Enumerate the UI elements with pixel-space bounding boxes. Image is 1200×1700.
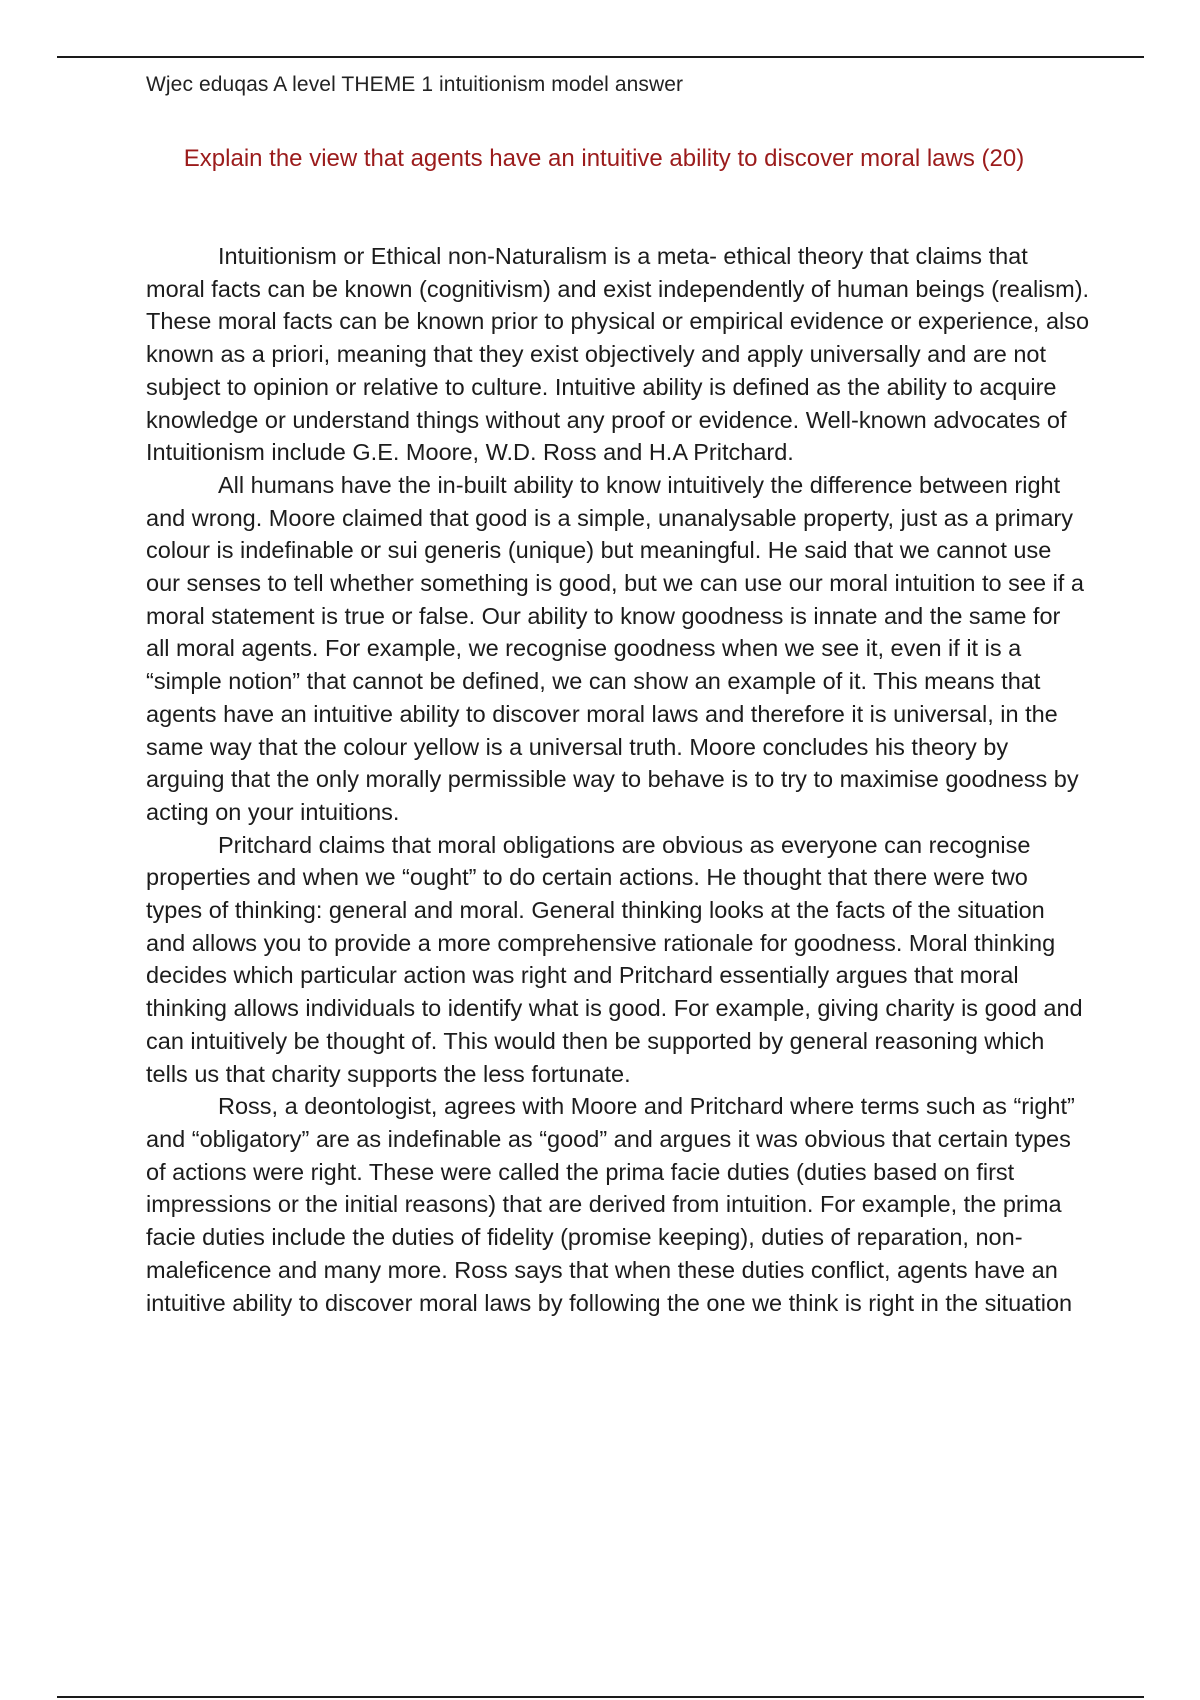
essay-body	[146, 240, 1090, 1319]
paragraph-intro: Intuitionism or Ethical non-Naturalism is a meta- ethical theory that claims that moral facts can be known (cognitivism) and exist independently of human beings (realism). These moral facts can be known prior to physical or empirical evidence or experience, also known as a priori, meaning that they exist objectively and apply universally and are not subject to opinion or relative to culture. Intuitive ability is defined as the ability to acquire knowledge or understand things without any proof or evidence. Well-known advocates of Intuitionism include G.E. Moore, W.D. Ross and H.A Pritchard.	[146, 243, 1090, 466]
paragraph-ross: Ross, a deontologist, agrees with Moore and Pritchard where terms such as “right” and “obligatory” are as indefinable as “good” and argues it was obvious that certain types of actions were right. These were called the prima facie duties (duties based on first impressions or the initial reasons) that are derived from intuition. For example, the prima facie duties include the duties of fidelity (promise keeping), duties of reparation, non-maleficence and many more. Ross says that when these duties conflict, agents have an intuitive ability to discover moral laws by following the one we think is right in the situation	[146, 1093, 1075, 1316]
document-header: Wjec eduqas A level THEME 1 intuitionism model answer	[146, 73, 684, 96]
top-rule	[57, 56, 1144, 58]
bottom-rule	[57, 1696, 1144, 1698]
essay-question: Explain the view that agents have an intuitive ability to discover moral laws (20)	[183, 145, 1025, 172]
paragraph-moore: All humans have the in-built ability to know intuitively the difference between right and wrong. Moore claimed that good is a simple, unanalysable property, just as a primary colour is indefinable or sui generis (unique) but meaningful. He said that we cannot use our senses to tell whether something is good, but we can use our moral intuition to see if a moral statement is true or false. Our ability to know goodness is innate and the same for all moral agents. For example, we recognise goodness when we see it, even if it is a “simple notion” that cannot be defined, we can show an example of it. This means that agents have an intuitive ability to discover moral laws and therefore it is universal, in the same way that the colour yellow is a universal truth. Moore concludes his theory by arguing that the only morally permissible way to behave is to try to maximise goodness by acting on your intuitions.	[146, 471, 1084, 825]
paragraph-pritchard: Pritchard claims that moral obligations are obvious as everyone can recognise properties and when we “ought” to do certain actions. He thought that there were two types of thinking: general and moral. General thinking looks at the facts of the situation and allows you to provide a more comprehensive rationale for goodness. Moral thinking decides which particular action was right and Pritchard essentially argues that moral thinking allows individuals to identify what is good. For example, giving charity is good and can intuitively be thought of. This would then be supported by general reasoning which tells us that charity supports the less fortunate.	[146, 831, 1083, 1087]
